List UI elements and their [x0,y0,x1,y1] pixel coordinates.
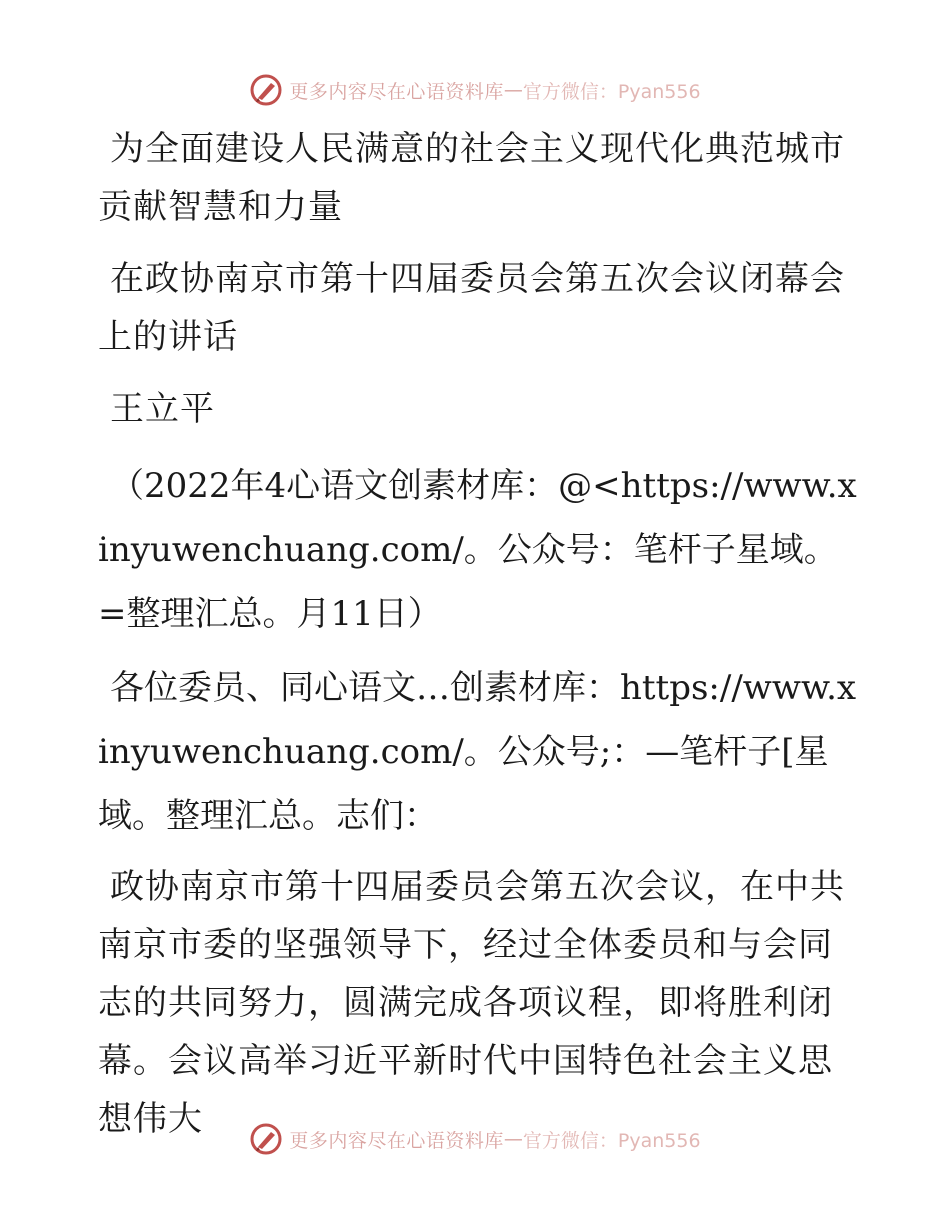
header-site-text: 更多内容尽在心语资料库 [289,80,504,103]
document-body-paragraph: 政协南京市第十四届委员会第五次会议，在中共南京市委的坚强领导下，经过全体委员和与会同志的共同努力，圆满完成各项议程，即将胜利闭幕。会议高举习近平新时代中国特色社会主义思想伟大 [98,867,845,1139]
footer-site-text: 更多内容尽在心语资料库 [289,1129,504,1152]
pen-logo-icon [249,1122,283,1156]
pen-logo-icon [249,73,283,107]
document-body [98,120,858,1158]
header-banner [0,68,950,112]
document-author: 王立平 [110,389,215,429]
document-salutation: 各位委员、同心语文…创素材库：https://www.xinyuwenchuang.com/。公众号;：—笔杆子[星域。整理汇总。志们： [98,668,857,836]
header-wechat-text: 官方微信：Pyan556 [522,80,701,103]
document-date-line: （2022年4心语文创素材库：@<https://www.xinyuwenchuang.com/。公众号：笔杆子星域。=整理汇总。月11日） [98,466,857,634]
footer-wechat-text: 官方微信：Pyan556 [522,1129,701,1152]
header-dash: — [503,79,523,101]
document-title: 为全面建设人民满意的社会主义现代化典范城市贡献智慧和力量 [98,129,845,227]
footer-dash: — [503,1128,523,1150]
document-subtitle: 在政协南京市第十四届委员会第五次会议闭幕会上的讲话 [98,259,845,357]
footer-banner [0,1117,950,1161]
